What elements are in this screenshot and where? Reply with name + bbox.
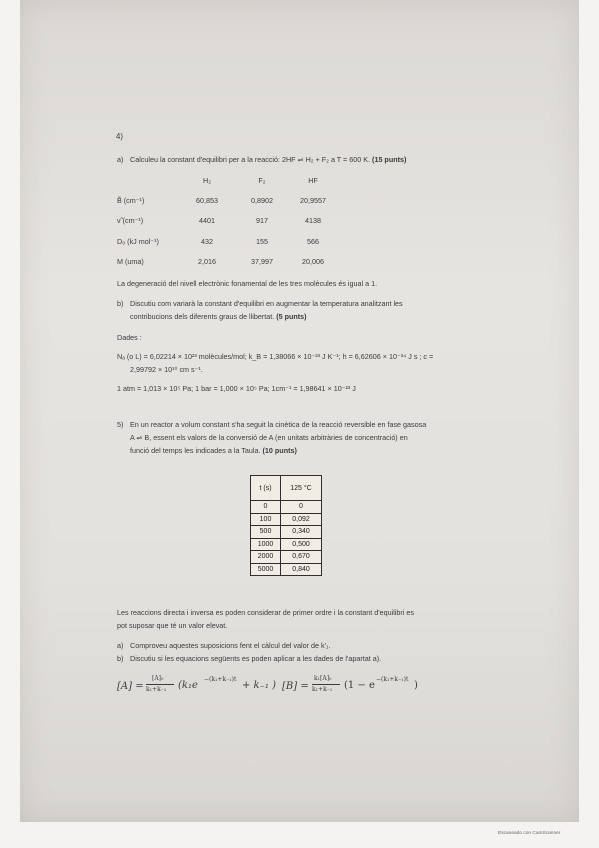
question-4b-line1: Discutiu com variarà la constant d'equilibri en augmentar la temperatura analitzant les [130,299,403,308]
question-4b-points: (5 punts) [276,312,307,321]
col-header-hf: HF [308,176,318,185]
row-label-d0: D₀ (kJ mol⁻¹) [117,237,159,246]
col-header-f2: F₂ [258,176,266,185]
dades-line-2: 2,99792 × 10¹⁰ cm s⁻¹. [130,365,203,374]
question-5b-label: b) [117,654,124,663]
question-5-line2: A ⇌ B, essent els valors de la conversió de A (en unitats arbitràries de concentració) en [130,433,408,442]
question-5-para-2: pot suposar que té un valor elevat. [117,621,228,630]
dades-line-3: 1 atm = 1,013 × 10⁵ Pa; 1 bar = 1,000 × 10⁵ Pa; 1cm⁻¹ = 1,98641 × 10⁻²³ J [117,384,356,393]
question-4a-label: a) [117,155,124,164]
table-cell-time: 5000 [251,563,281,576]
cell-b-f2: 0,8902 [251,196,273,205]
row-label-nu: ν̃ (cm⁻¹) [117,216,144,225]
question-5-points: (10 punts) [262,446,297,455]
dades-title: Dades : [117,333,142,342]
table-cell-time: 0 [251,501,281,514]
table-cell-value: 0,670 [281,551,322,564]
table-cell-time: 2000 [251,551,281,564]
conversion-table [250,475,322,576]
exam-page: 4) a) Calculeu la constant d'equilibri per a la reacció: 2HF ⇌ H₂ + F₂ a T = 600 K. (15 punts) H₂ F₂ HF B̃ (cm⁻¹) 60,853 0,8902 20,9557 ν̃ (cm⁻¹) 4401 917 4138 D₀ (kJ mol⁻¹) 432 155 566 M (uma) 2,016 37,997 20,006 La degeneració del nivell electrònic fonamental de les tres molècules és igual a 1. b) Discutiu com variarà la constant d'equilibri en augmentar la temperatura analitzant les contribucions dels diferents graus de llibertat. (5 punts) Dades : Nₐ (o L) = 6,02214 × 10²³ molècules/mol; k_B = 1,38066 × 10⁻²³ J K⁻¹; h = 6,62606 × 10⁻³⁴ J s ; c = 2,99792 × 10¹⁰ cm s⁻¹. 1 atm = 1,013 × 10⁵ Pa; 1 bar = 1,000 × 10⁵ Pa; 1cm⁻¹ = 1,98641 × 10⁻²³ J 5) En un reactor a volum constant s'ha seguit la cinètica de la reacció reversible en fase gasosa A ⇌ B, essent els valors de la conversió de A (en unitats arbitràries de concentració) en funció del temps les indicades a la Taula. (10 punts) t (s) 125 °C 0 0 100 0,092 500 0,340 1000 0,500 2000 0,670 5000 0,840 Les reaccions directa i inversa es poden considerar de primer ordre i la constant d'equilibri es pot suposar que té un valor elevat. a) Comproveu aquestes suposicions fent el càlcul del valor de k'₁. b) Discutiu si les equacions següents es poden aplicar a les dades de l'apartat a). [A] = [A]₀ k₁+k₋₁ (k₁e −(k₁+k₋₁)t + k₋₁ ) [B] = k₁[A]₀ k₁+k₋₁ (1 − e −(k₁+k₋₁)t ) [20,0,579,822]
question-4a-text [130,156,406,163]
table-cell-value: 0,092 [281,513,322,526]
question-4-number: 4) [116,132,123,141]
table-header-row [251,476,322,501]
table-cell-time: 100 [251,513,281,526]
cell-nu-f2: 917 [256,216,268,225]
question-5-number: 5) [117,420,124,429]
question-5b-text: Discutiu si les equacions següents es poden aplicar a les dades de l'apartat a). [130,654,382,663]
row-label-m: M (uma) [117,257,144,266]
cell-m-hf: 20,006 [302,257,324,266]
cell-b-h2: 60,853 [196,196,218,205]
cell-nu-hf: 4138 [305,216,321,225]
table-row [251,513,322,526]
table-header-temperature: 125 °C [281,476,322,501]
table-cell-value: 0 [281,501,322,514]
cell-m-f2: 37,997 [251,257,273,266]
table-row [251,538,322,551]
question-5-statement: funció del temps les indicades a la Taula. [130,446,261,455]
cell-d0-f2: 155 [256,237,268,246]
cell-b-hf: 20,9557 [300,196,326,205]
question-5a-label: a) [117,641,124,650]
cell-nu-h2: 4401 [199,216,215,225]
question-5-para-1: Les reaccions directa i inversa es poden considerar de primer ordre i la constant d'equilibri es [117,608,415,617]
question-4a-points: (15 punts) [372,155,407,164]
col-header-h2: H₂ [203,176,211,185]
degeneracy-note: La degeneració del nivell electrònic fonamental de les tres molècules és igual a 1. [117,279,378,288]
question-4b-line2 [130,313,307,320]
question-5a-text: Comproveu aquestes suposicions fent el càlcul del valor de k'₁. [130,641,331,650]
scanner-watermark: Escaneado con CamScanner [498,831,561,836]
question-4b-label: b) [117,299,124,308]
table-cell-value: 0,340 [281,526,322,539]
table-cell-time: 1000 [251,538,281,551]
question-4a-statement: Calculeu la constant d'equilibri per a la reacció: 2HF ⇌ H₂ + F₂ a T = 600 K. [130,155,371,164]
cell-d0-h2: 432 [201,237,213,246]
table-row [251,551,322,564]
table-row [251,526,322,539]
cell-m-h2: 2,016 [198,257,216,266]
row-label-b: B̃ (cm⁻¹) [117,196,145,205]
table-cell-time: 500 [251,526,281,539]
question-5-line3 [130,447,297,454]
cell-d0-hf: 566 [307,237,319,246]
table-header-time: t (s) [251,476,281,501]
question-5-line1: En un reactor a volum constant s'ha seguit la cinètica de la reacció reversible en fase gasosa [130,420,427,429]
table-cell-value: 0,500 [281,538,322,551]
question-4b-statement: contribucions dels diferents graus de llibertat. [130,312,275,321]
table-row [251,563,322,576]
dades-line-1: Nₐ (o L) = 6,02214 × 10²³ molècules/mol; k_B = 1,38066 × 10⁻²³ J K⁻¹; h = 6,62606 × 10⁻³⁴ J s ; c = [117,352,434,361]
table-cell-value: 0,840 [281,563,322,576]
table-row [251,501,322,514]
